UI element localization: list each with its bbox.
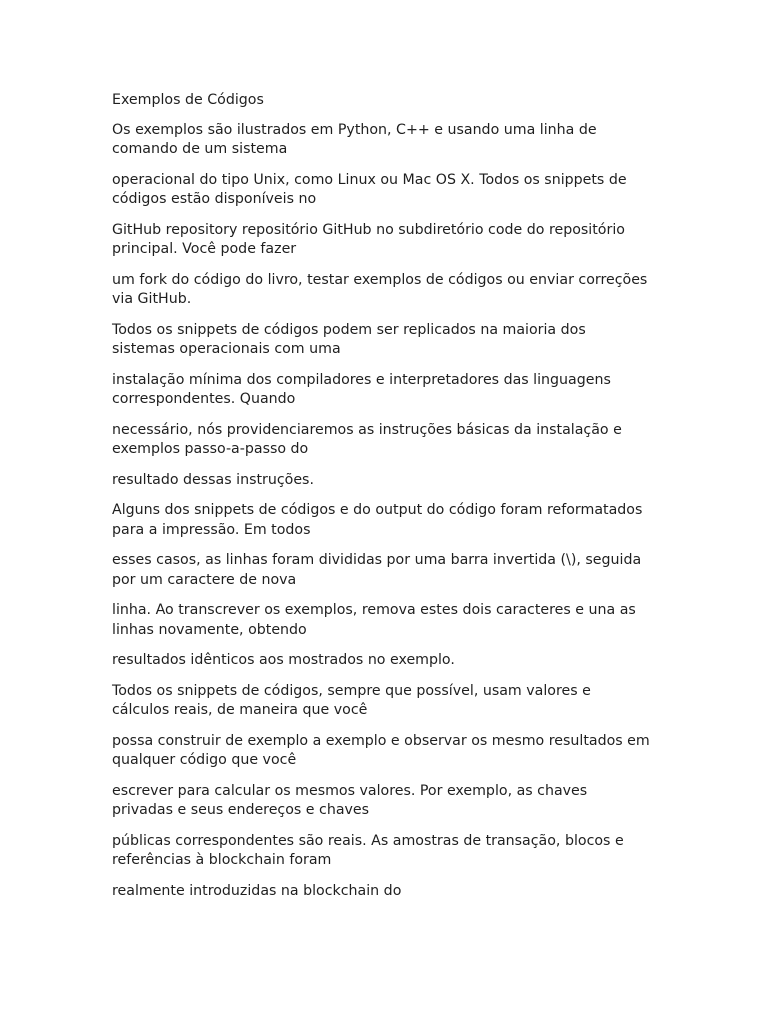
paragraph: realmente introduzidas na blockchain do xyxy=(112,882,402,899)
paragraph: Todos os snippets de códigos podem ser replicados na maioria dos sistemas operacionais com uma xyxy=(112,321,586,357)
paragraph: operacional do tipo Unix, como Linux ou Mac OS X. Todos os snippets de códigos estão disponíveis no xyxy=(112,171,627,207)
paragraph: necessário, nós providenciaremos as instruções básicas da instalação e exemplos passo-a-passo do xyxy=(112,421,622,457)
paragraph: esses casos, as linhas foram divididas por uma barra invertida (\), seguida por um caractere de nova xyxy=(112,552,642,588)
paragraph: resultado dessas instruções. xyxy=(112,471,314,488)
paragraph: GitHub repository repositório GitHub no subdiretório code do repositório principal. Você pode fazer xyxy=(112,221,625,257)
paragraph: Os exemplos são ilustrados em Python, C++ e usando uma linha de comando de um sistema xyxy=(112,121,597,157)
paragraph: linha. Ao transcrever os exemplos, remova estes dois caracteres e una as linhas novamente, obtendo xyxy=(112,602,636,638)
paragraph: um fork do código do livro, testar exemplos de códigos ou enviar correções via GitHub. xyxy=(112,271,648,307)
paragraph: públicas correspondentes são reais. As amostras de transação, blocos e referências à blockchain foram xyxy=(112,832,624,868)
paragraph: resultados idênticos aos mostrados no exemplo. xyxy=(112,652,455,668)
paragraph: escrever para calcular os mesmos valores. Por exemplo, as chaves privadas e seus endereços e chaves xyxy=(112,782,588,818)
document-title: Exemplos de Códigos xyxy=(112,92,264,108)
paragraph: Todos os snippets de códigos, sempre que possível, usam valores e cálculos reais, de maneira que você xyxy=(112,682,591,718)
document-body xyxy=(112,91,652,912)
paragraph: Alguns dos snippets de códigos e do output do código foram reformatados para a impressão. Em todos xyxy=(112,502,643,538)
paragraph: possa construir de exemplo a exemplo e observar os mesmo resultados em qualquer código que você xyxy=(112,732,650,768)
paragraph: instalação mínima dos compiladores e interpretadores das linguagens correspondentes. Quando xyxy=(112,371,611,407)
